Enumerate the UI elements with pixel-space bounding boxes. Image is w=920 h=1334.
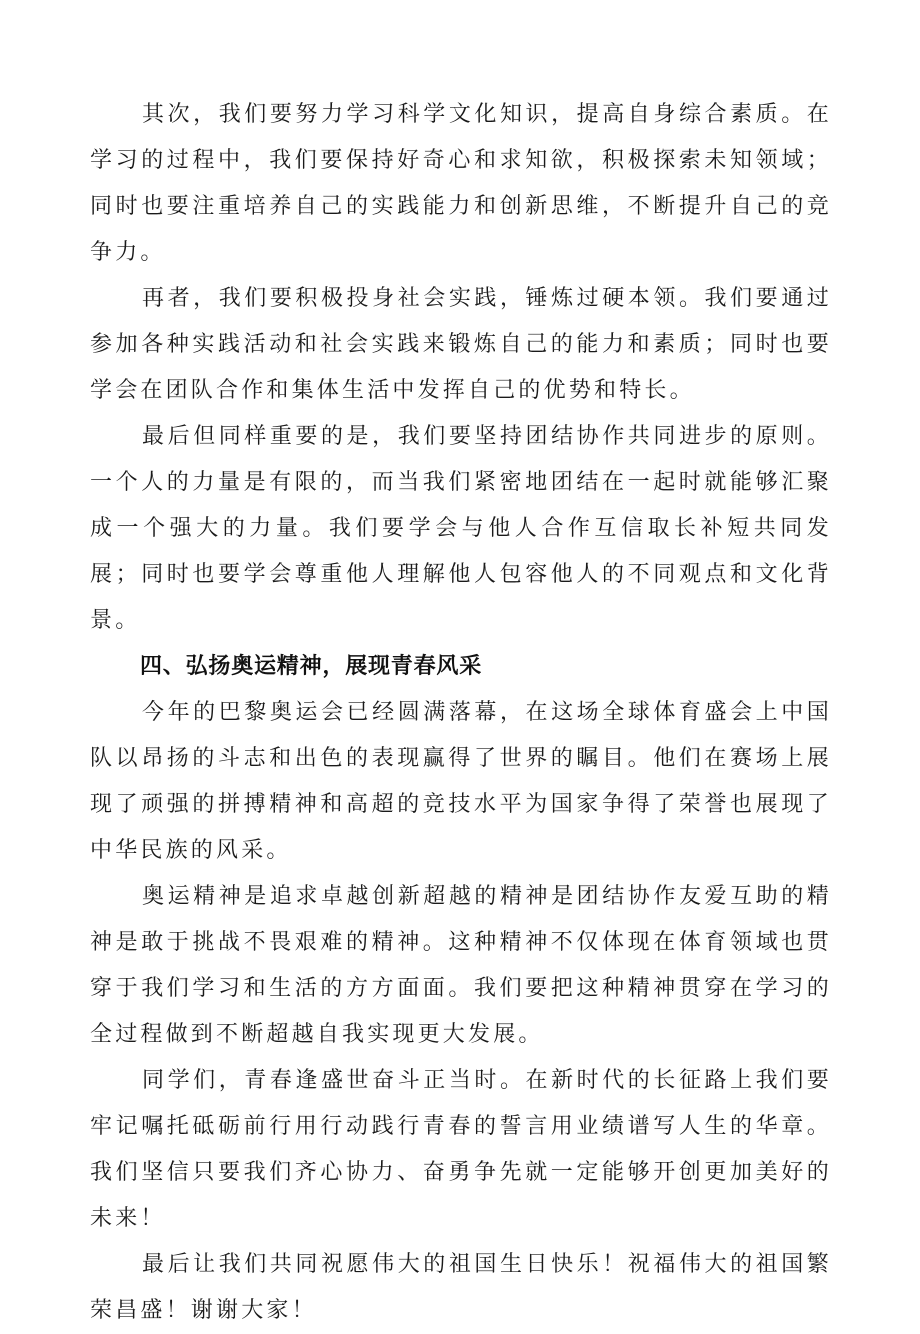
paragraph-olympic-spirit: 奥运精神是追求卓越创新超越的精神是团结协作友爱互助的精神是敢于挑战不畏艰难的精神。这种精神不仅体现在体育领域也贯穿于我们学习和生活的方方面面。我们要把这种精神贯穿在学习的全过程做到不断超越自我实现更大发展。	[90, 884, 832, 1047]
paragraph-social-practice: 再者，我们要积极投身社会实践，锤炼过硬本领。我们要通过参加各种实践活动和社会实践来锻炼自己的能力和素质；同时也要学会在团队合作和集体生活中发挥自己的优势和特长。	[90, 286, 832, 403]
paragraph-youth-struggle: 同学们，青春逢盛世奋斗正当时。在新时代的长征路上我们要牢记嘱托砥砺前行用行动践行青春的誓言用业绩谱写人生的华章。我们坚信只要我们齐心协力、奋勇争先就一定能够开创更加美好的未来！	[90, 1068, 832, 1231]
paragraph-study-knowledge: 其次，我们要努力学习科学文化知识，提高自身综合素质。在学习的过程中，我们要保持好奇心和求知欲，积极探索未知领域；同时也要注重培养自己的实践能力和创新思维，不断提升自己的竞争力。	[90, 102, 832, 265]
paragraph-paris-olympics: 今年的巴黎奥运会已经圆满落幕，在这场全球体育盛会上中国队以昂扬的斗志和出色的表现赢得了世界的瞩目。他们在赛场上展现了顽强的拼搏精神和高超的竞技水平为国家争得了荣誉也展现了中华民族的风采。	[90, 700, 832, 863]
paragraph-unity-cooperation: 最后但同样重要的是，我们要坚持团结协作共同进步的原则。一个人的力量是有限的，而当我们紧密地团结在一起时就能够汇聚成一个强大的力量。我们要学会与他人合作互信取长补短共同发展；同时也要学会尊重他人理解他人包容他人的不同观点和文化背景。	[90, 424, 832, 633]
section-heading-olympic-spirit: 四、弘扬奥运精神，展现青春风采	[140, 654, 483, 679]
paragraph-closing-wishes: 最后让我们共同祝愿伟大的祖国生日快乐！祝福伟大的祖国繁荣昌盛！谢谢大家！	[90, 1252, 832, 1323]
document-body	[90, 92, 832, 1334]
